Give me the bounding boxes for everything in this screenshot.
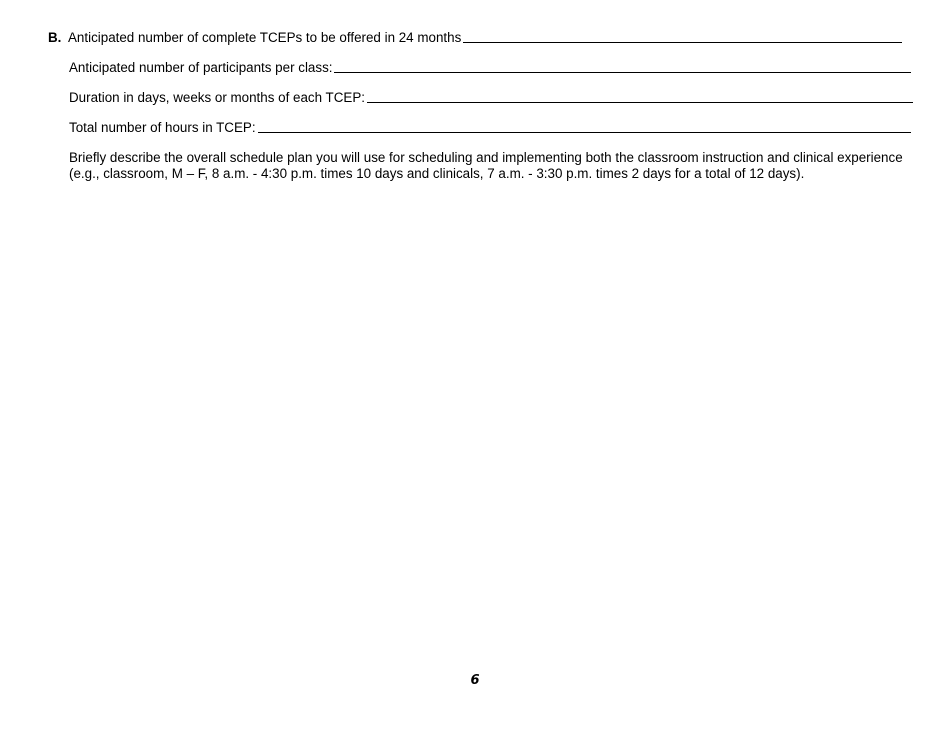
participants-field [69,60,911,76]
duration-label: Duration in days, weeks or months of each TCEP: [69,90,365,105]
duration-blank[interactable] [367,90,913,103]
hours-blank[interactable] [258,120,911,133]
duration-field [69,90,913,106]
section-b-question [48,30,902,46]
participants-label: Anticipated number of participants per class: [69,60,333,75]
hours-field [69,120,911,136]
participants-blank[interactable] [334,60,911,73]
tcep-count-label: Anticipated number of complete TCEPs to be offered in 24 months [68,30,462,45]
schedule-prompt: Briefly describe the overall schedule plan you will use for scheduling and implementing both the classroom instruction and clinical experience (e.g., classroom, M – F, 8 a.m. - 4:30 p.m. times 10 days and clinicals, 7 a.m. - 3:30 p.m. times 2 days for a total of 12 days). [69,150,903,181]
page-number: 6 [470,673,480,688]
section-marker: B. [48,30,62,45]
hours-label: Total number of hours in TCEP: [69,120,256,135]
tcep-count-blank[interactable] [463,30,902,43]
